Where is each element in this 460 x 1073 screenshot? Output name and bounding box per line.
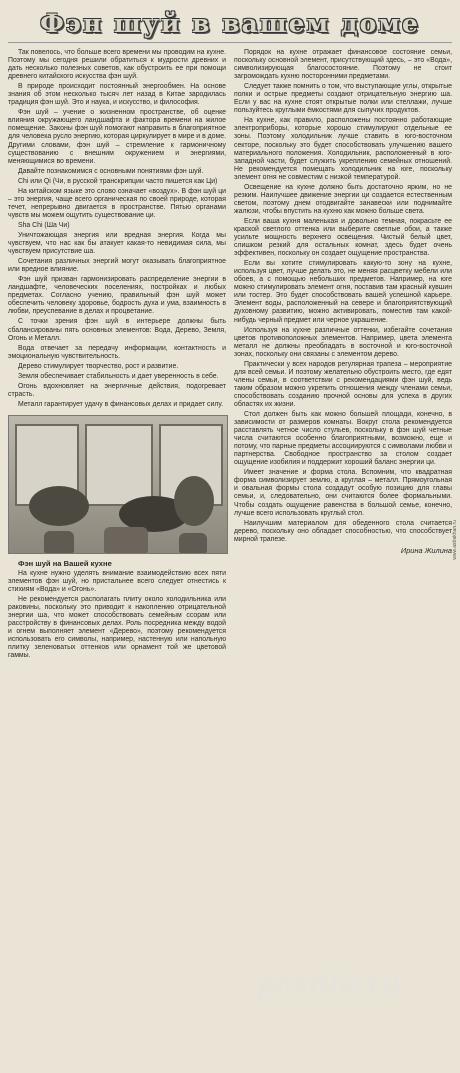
- flower-pot: [179, 533, 207, 553]
- paragraph: Фэн шуй призван гармонизировать распределение энергии в ландшафте, человеческих поселениях, постройках и любых предметах. Согласно учению, правильный фэн шуй может обеспечить человеку здоровье, бодрость духа и ума, взаимность в любви, преуспевание в делах и процветание.: [8, 276, 226, 316]
- paragraph: Следует также помнить о том, что выступающие углы, открытые полки и острые предметы создают отрицательную энергию ша. Если у вас на кухне стоят открытые полки или стеллажи, лучше пользуйтесь круглыми ёмкостями для сыпучих продуктов.: [234, 83, 452, 115]
- paragraph: На кухне, как правило, расположены постоянно работающие электроприборы, которые хорошо стимулируют отдельные ее зоны. Поэтому холодильник лучше ставить в юго-восточном секторе, поскольку это будет способствовать улучшению вашего материального положения. Холодильник, расположенный в юго-западной части, будет служить укреплению семейных отношений. Не рекомендуется помещать холодильник на юге, поскольку элемент огня не совместим с низкой температурой.: [234, 117, 452, 181]
- paragraph: Огонь вдохновляет на энергичные действия, подогревает страсть.: [8, 382, 226, 398]
- right-column: [234, 49, 452, 662]
- watermark-logo: postila.ru: [258, 965, 402, 1002]
- paragraph: На китайском языке это слово означает «воздух». В фэн шуй ци – это энергия, чаще всего органическая по своей природе, которая течет, непрерывно двигается в пространстве. Пятью органами чувств мы можем ощутить существование ци.: [8, 187, 226, 219]
- paragraph: Используя на кухне различные оттенки, избегайте сочетания цветов противоположных элементов. Например, цвета элемента металл не должны преобладать в восточной и юго-восточной зонах, поскольку они связаны с элементом дерево.: [234, 326, 452, 358]
- paragraph: Если вы хотите стимулировать какую-то зону на кухне, используя цвет, лучше делать это, не меняя расцветку мебели или обоев, а с помощью небольших предметов. Например, на юге можно стимулировать элемент огня, поставив там красный кувшин или тостер. Это будет способствовать вашей успешной карьере. Элемент воды, расположенный на севере и благоприятствующий духовному развитию, можно активировать, поместив там какой-нибудь черный предмет или черное украшение.: [234, 260, 452, 324]
- paragraph: Давайте познакомимся с основными понятиями фэн шуй.: [18, 167, 204, 175]
- window-center: [85, 424, 153, 506]
- paragraph: Имеет значение и форма стола. Вспомним, что квадратная форма символизирует землю, а круглая – металл. Прямоугольная и овальная формы стола создадут особую позицию для главы семьи, и, следовательно, они считаются более формальными. Чтобы создать ощущение равенства в большой семье, конечно, лучше всего использовать круглый стол.: [234, 469, 452, 517]
- paragraph: Земля обеспечивает стабильность и дает уверенность в себе.: [18, 372, 219, 380]
- paragraph: Sha Chi (Ша Чи): [18, 221, 70, 229]
- plant-leaves: [29, 486, 89, 526]
- article-columns: [8, 49, 452, 662]
- paragraph: Не рекомендуется располагать плиту около холодильника или раковины, поскольку это приводит к накоплению отрицательной энергии ша, что может способствовать семейным ссорам или расстройству в финансовых делах. Роль посредника между водой и огнем выполняет элемент «Дерево», поэтому рекомендуется использовать его символы, например, настенную или напольную плитку зеленоватых оттенков или орнамент той же цветовой гаммы.: [8, 596, 226, 660]
- paragraph: Уничтожающая энергия или вредная энергия. Когда мы чувствуем, что нас как бы атакует какая-то невидимая сила, мы чувствуем присутствие ша.: [8, 231, 226, 256]
- watermark-url: www.astrakhan.ru: [452, 520, 458, 560]
- paragraph: Порядок на кухне отражает финансовое состояние семьи, поскольку основной элемент, присутствующий здесь, – это «Вода», символизирующая благосостояние. Поэтому не стоит загромождать кухню посторонними предметами.: [234, 49, 452, 81]
- flower-pot: [104, 527, 148, 553]
- paragraph: Освещение на кухне должно быть достаточно ярким, но не резким. Наилучшее движение энергии ци создается естественным светом, поэтому днем отодвигайте занавески или поднимайте жалюзи, чтобы впустить на кухню как можно больше света.: [234, 183, 452, 215]
- paragraph: Практически у всех народов регулярная трапеза – мероприятие для всей семьи. И поэтому желательно обустроить место, где едят члены семьи, в соответствии с рекомендациями фэн шуй, ведь таким образом можно укрепить отношения между членами семьи, способствовать созданию прочной основы для успеха в других областях их жизни.: [234, 360, 452, 408]
- kitchen-paragraphs: [8, 570, 226, 661]
- paragraph: Стол должен быть как можно большей площади, конечно, в зависимости от размеров комнаты. Вокруг стола рекомендуется расставлять четное число стульев, поскольку в фэн шуй четные числа считаются особенно благоприятными, возможно, еще и потому, что парные предметы ассоциируются с символами любви и партнерства. Свободное пространство за столом создает ощущение изобилия и поддержит хороший баланс энергии ци.: [234, 411, 452, 467]
- paragraph: Вода отвечает за передачу информации, контактность и эмоциональную чувствительность.: [8, 344, 226, 360]
- paragraph: На кухне нужно уделять внимание взаимодействию всех пяти элементов фэн шуй, но пристальнее всего следует отнестись к стихиям «Вода» и «Огонь».: [8, 569, 226, 594]
- paragraph: Так повелось, что больше всего времени мы проводим на кухне. Поэтому мы сегодня решили обратиться к мудрости древних и дать несколько полезных советов, как обустроить ее при помощи древнего китайского искусства фэн шуй.: [8, 49, 226, 81]
- page-title: Фэн шуй в вашем доме: [8, 6, 452, 43]
- flower-pot: [44, 531, 74, 553]
- paragraph: Фэн шуй – учение о жизненном пространстве, об оценке влияния окружающего ландшафта и фактора времени на жилое помещение. Законы фэн шуй помогают направить в благоприятное для человека русло энергию, которая циркулирует в мире и в доме. Другими словами, фэн шуй – стремление к гармоничному существованию с внешним окружением и энергиями, меняющимися во времени.: [8, 109, 226, 165]
- paragraph: Наилучшим материалом для обеденного стола считается дерево, поскольку оно обладает способностью, что способствует мирной трапезе.: [234, 519, 452, 543]
- author-signature: Ирина Жилина: [400, 545, 452, 555]
- paragraph: С точки зрения фэн шуй в интерьере должны быть сбалансированы пять основных элементов: Вода, Дерево, Земля, Огонь и Металл.: [8, 318, 226, 342]
- paragraph: Дерево стимулирует творчество, рост и развитие.: [18, 362, 179, 370]
- paragraph: Если ваша кухня маленькая и довольно темная, покрасьте ее краской светлого оттенка или выберите светлые обои, а также усильте мощность верхнего освещения. Чистый белый цвет, слишком резкий для остальных комнат, здесь будет очень эффективен, поскольку он создает ощущение пространства.: [234, 217, 452, 258]
- left-paragraphs: [8, 49, 226, 409]
- paragraph: Chi или Qi (Чи, в русской транскрипции часто пишется как Ци): [18, 177, 218, 185]
- left-column: [8, 49, 226, 662]
- paragraph: В природе происходит постоянный энергообмен. На основе знания об этом несколько тысяч лет назад в Китае зародилась традиция фэн шуй. Это и наука, и искусство, и философия.: [8, 83, 226, 107]
- kitchen-photo: [8, 415, 228, 554]
- paragraph: Металл гарантирует удачу в финансовых делах и придает силу.: [18, 400, 224, 408]
- right-paragraphs: [234, 49, 452, 544]
- plant-leaves: [174, 476, 214, 526]
- kitchen-heading: Фэн шуй на Вашей кухне: [18, 558, 112, 568]
- paragraph: Сочетания различных энергий могут оказывать благоприятное или вредное влияние.: [8, 258, 226, 274]
